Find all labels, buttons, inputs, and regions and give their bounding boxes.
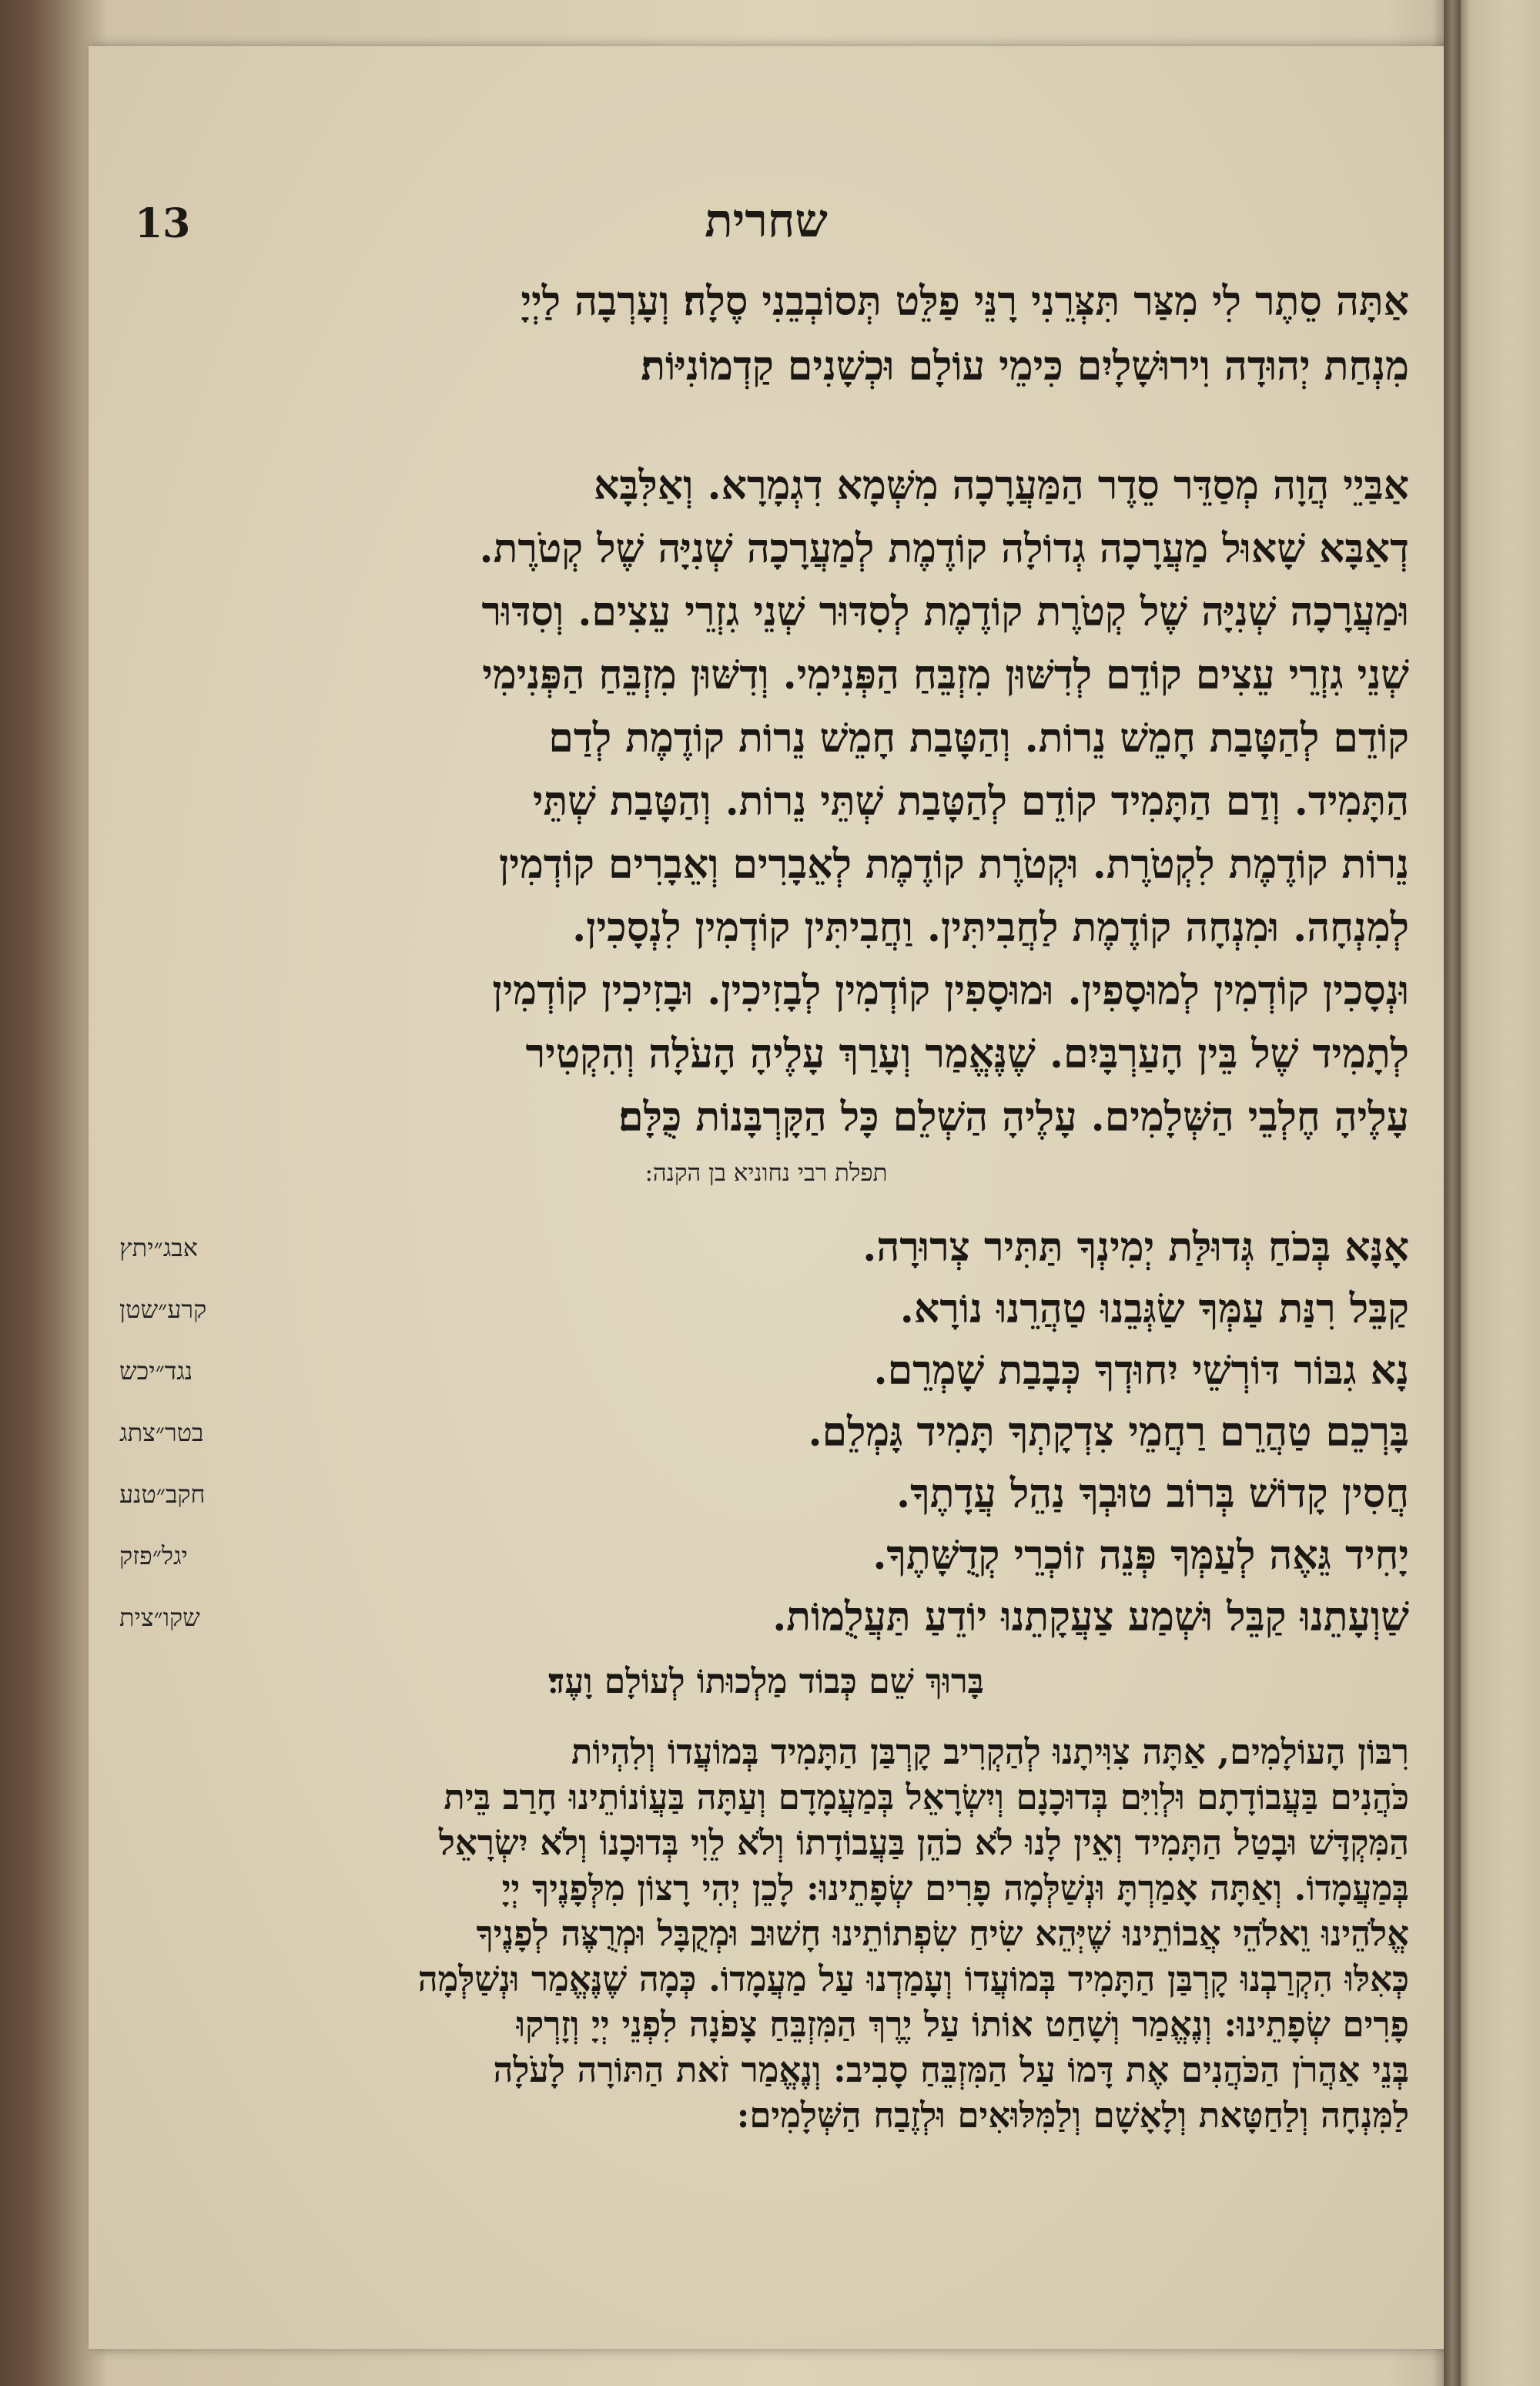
text-line: אַבַּיֵי הֲוָה מְסַדֵּר סֵדֶר הַמַּעֲרָכָה מִשְּׁמָא דִגְמָרָא. וְאַלִּבָּא xyxy=(593,462,1409,509)
running-header: שחרית xyxy=(705,194,828,248)
text-line: וּמַעֲרָכָה שְׁנִיָּה שֶׁל קְטֹרֶת קוֹדֶמֶת לְסִדּוּר שְׁנֵי גִזְרֵי עֵצִים. וְסִדּוּר xyxy=(481,588,1409,635)
stanza-acronyms xyxy=(119,1217,350,1648)
text-line: לַמִּנְחָה וְלַחַטָּאת וְלָאָשָׁם וְלַמִּלּוּאִים וּלְזֶבַח הַשְּׁלָמִים: xyxy=(736,2095,1409,2136)
text-line: כְּאִלּוּ הִקְרַבְנוּ קָרְבַּן הַתָּמִיד בְּמוֹעֲדוֹ וְעָמַדְנוּ עַל מַעֲמָדוֹ. כְּמָה שֶׁנֶּאֱמַר וּנְשַׁלְּמָה xyxy=(417,1959,1409,1999)
text-line: מִנְחַת יְהוּדָה וִירוּשָׁלָיִם כִּימֵי עוֹלָם וּכְשָׁנִים קַדְמוֹנִיּוֹת׃ xyxy=(641,343,1409,390)
stanza-line: יָחִיד גֵּאֶה לְעַמְּךָ פְּנֵה זוֹכְרֵי קְדֻשָּׁתֶךָ. xyxy=(872,1532,1409,1579)
text-line: הַמִּקְדָּשׁ וּבָטַל הַתָּמִיד וְאֵין לָנוּ לֹא כֹהֵן בַּעֲבוֹדָתוֹ וְלֹא לֵוִי בְּדוּכָנוֹ וְלֹא יִשְׂרָאֵל xyxy=(438,1822,1409,1863)
stanza-line: בָּרְכֵם טַהֲרֵם רַחֲמֵי צִדְקָתְךָ תָּמִיד גָּמְלֵם. xyxy=(808,1409,1409,1456)
stanza-line: אָנָּא בְּכֹחַ גְּדוּלַּת יְמִינְךָ תַּתִּיר צְרוּרָה. xyxy=(862,1224,1409,1271)
text-line: שְׁנֵי גִזְרֵי עֵצִים קוֹדֵם לְדִשּׁוּן מִזְבֵּחַ הַפְּנִימִי. וְדִשּׁוּן מִזְבֵּחַ הַפְּנִימִי xyxy=(482,652,1409,699)
text-line: אֱלֹהֵינוּ וֵאלֹהֵי אֲבוֹתֵינוּ שֶׁיְּהֵא שִׂיחַ שִׂפְתוֹתֵינוּ חָשׁוּב וּמְקֻבָּל וּמְרֻצֶּה לְפָנֶיךָ xyxy=(476,1913,1409,1954)
text-line: לְמִנְחָה. וּמִנְחָה קוֹדֶמֶת לַחֲבִיתִּין. וַחֲבִיתִּין קוֹדְמִין לִנְסָכִין. xyxy=(572,904,1409,951)
text-line: דְאַבָּא שָׁאוּל מַעֲרָכָה גְדוֹלָה קוֹדֶמֶת לְמַעֲרָכָה שְׁנִיָּה שֶׁל קְטֹרֶת. xyxy=(479,525,1409,572)
text-line: אַתָּה סֵתֶר לִי מִצַּר תִּצְּרֵנִי רָנֵּי פַלֵּט תְּסוֹבְבֵנִי סֶלָה׃ וְעָרְבָה לַיְיָ xyxy=(521,278,1409,325)
ana-bekoach-stanza xyxy=(373,1217,1409,1648)
page-number: 13 xyxy=(135,200,191,247)
acronym-label: חקב״טנע xyxy=(119,1480,206,1509)
text-line: בְּמַעֲמָדוֹ. וְאַתָּה אָמַרְתָּ וּנְשַׁלְּמָה פָרִים שְׂפָתֵינוּ: לָכֵן יְהִי רָצוֹן מִלְּפָנֶיךָ יְיָ xyxy=(501,1868,1409,1908)
baruch-shem-line: בָּרוּךְ שֵׁם כְּבוֹד מַלְכוּתוֹ לְעוֹלָם וָעֶד׃ xyxy=(548,1662,984,1701)
text-line: בְּנֵי אַהֲרֹן הַכֹּהֲנִים אֶת דָּמוֹ עַל הַמִּזְבֵּחַ סָבִיב: וְנֶאֱמַר זֹאת הַתּוֹרָה לָעֹלָה xyxy=(493,2049,1409,2090)
top-paragraph xyxy=(127,270,1409,399)
stanza-line: חֲסִין קָדוֹשׁ בְּרוֹב טוּבְךָ נַהֵל עֲדָתֶךָ. xyxy=(896,1470,1409,1517)
text-line: לְתָמִיד שֶׁל בֵּין הָעַרְבָּיִם. שֶׁנֶּאֱמַר וְעָרַךְ עָלֶיהָ הָעֹלָה וְהִקְטִיר xyxy=(525,1030,1409,1077)
stanza-caption: תפלת רבי נחוניא בן הקנה: xyxy=(644,1159,888,1187)
acronym-label: אבג״יתץ xyxy=(119,1233,198,1262)
text-line: הַתָּמִיד. וְדַם הַתָּמִיד קוֹדֵם לְהַטָּבַת שְׁתֵּי נֵרוֹת. וְהַטָּבַת שְׁתֵּי xyxy=(532,778,1409,825)
acronym-label: יגל״פזק xyxy=(119,1541,188,1570)
closing-paragraph xyxy=(127,1729,1409,2138)
stanza-line: קַבֵּל רִנַּת עַמְּךָ שַׂגְּבֵנוּ טַהֲרֵנוּ נוֹרָא. xyxy=(899,1285,1409,1332)
text-line: נֵרוֹת קוֹדֶמֶת לִקְטֹרֶת. וּקְטֹרֶת קוֹדֶמֶת לְאֵבָרִים וְאֵבָרִים קוֹדְמִין xyxy=(499,841,1409,888)
book-spine xyxy=(1444,0,1461,2386)
acronym-label: קרע״שטן xyxy=(119,1295,207,1324)
stanza-line: נָא גִבּוֹר דּוֹרְשֵׁי יִחוּדְךָ כְּבָבַת שָׁמְרֵם. xyxy=(873,1347,1409,1394)
text-line: רִבּוֹן הָעוֹלָמִים, אַתָּה צִוִּיתָנוּ לְהַקְרִיב קָרְבַּן הַתָּמִיד בְּמוֹעֲדוֹ וְלִהְיוֹת xyxy=(571,1731,1409,1772)
acronym-label: נגד״יכש xyxy=(119,1356,193,1386)
text-line: כֹּהֲנִים בַּעֲבוֹדָתָם וּלְוִיִּם בְּדוּכָנָם וְיִשְׂרָאֵל בְּמַעֲמָדָם וְעַתָּה בַּעֲוֹנוֹתֵינוּ חָרַב בֵּית xyxy=(444,1777,1409,1818)
main-paragraph xyxy=(127,454,1409,1149)
text-line: קוֹדֵם לְהַטָּבַת חָמֵשׁ נֵרוֹת. וְהַטָּבַת חָמֵשׁ נֵרוֹת קוֹדֶמֶת לְדַם xyxy=(548,715,1409,762)
text-line: עָלֶיהָ חֶלְבֵי הַשְּׁלָמִים. עָלֶיהָ הַשְׁלֵם כָּל הַקָּרְבָּנוֹת כֻּלָּם׃ xyxy=(618,1094,1409,1141)
text-line: פָרִים שְׂפָתֵינוּ: וְנֶאֱמַר וְשָׁחַט אוֹתוֹ עַל יֶרֶךְ הַמִּזְבֵּחַ צָפֹנָה לִפְנֵי יְיָ וְזָרְקוּ xyxy=(516,2004,1409,2045)
book-page xyxy=(89,46,1444,2349)
stanza-line: שַׁוְעָתֵנוּ קַבֵּל וּשְׁמַע צַעֲקָתֵנוּ יוֹדֵעַ תַּעֲלֻמוֹת. xyxy=(772,1593,1409,1640)
acronym-label: בטר״צתג xyxy=(119,1418,204,1447)
acronym-label: שקו״צית xyxy=(119,1603,200,1632)
text-line: וּנְסָכִין קוֹדְמִין לְמוּסָפִין. וּמוּסָפִין קוֹדְמִין לְבָזִיכִין. וּבָזִיכִין קוֹדְמִין xyxy=(492,967,1409,1014)
